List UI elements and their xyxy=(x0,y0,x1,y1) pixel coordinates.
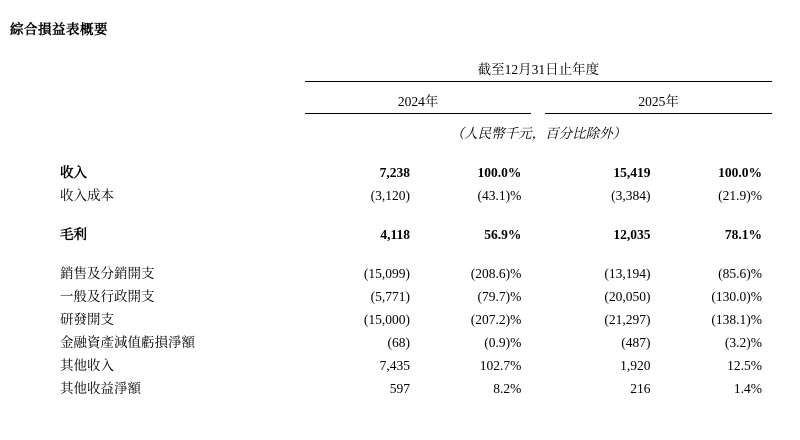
table-row xyxy=(10,282,772,305)
table-row xyxy=(10,158,772,181)
row-percent-2024: (0.9)% xyxy=(484,335,522,350)
header-year-2025: 2025年 xyxy=(545,82,772,114)
table-header-period-row xyxy=(10,52,772,82)
row-amount-2025: (13,194) xyxy=(604,266,651,281)
row-label: 金融資產減值虧損淨額 xyxy=(60,335,195,350)
page-title: 綜合損益表概要 xyxy=(10,22,108,37)
spacer-row-2 xyxy=(10,204,772,220)
table-row xyxy=(10,305,772,328)
header-gap-cell xyxy=(531,82,545,114)
row-amount-2025: (487) xyxy=(621,335,651,350)
row-percent-2025: 78.1% xyxy=(724,227,762,242)
row-amount-2025: (21,297) xyxy=(604,312,651,327)
row-percent-2025: 12.5% xyxy=(727,358,762,373)
row-percent-2024: (208.6)% xyxy=(470,266,522,281)
row-gap xyxy=(531,328,545,351)
row-gap xyxy=(531,351,545,374)
row-percent-2025: (85.6)% xyxy=(718,266,762,281)
row-gap xyxy=(531,259,545,282)
row-amount-2024: (15,099) xyxy=(363,266,410,281)
row-amount-2024: 4,118 xyxy=(380,227,410,242)
header-unit-note: （人民幣千元，百分比除外） xyxy=(450,126,627,141)
row-percent-2025: 1.4% xyxy=(733,381,762,396)
row-label: 研發開支 xyxy=(60,312,114,327)
row-label: 其他收益淨額 xyxy=(60,381,141,396)
table-row xyxy=(10,328,772,351)
row-percent-2024: 8.2% xyxy=(493,381,522,396)
row-gap xyxy=(531,181,545,204)
row-amount-2025: 12,035 xyxy=(613,227,651,242)
table-row xyxy=(10,181,772,204)
row-percent-2024: 102.7% xyxy=(479,358,522,373)
row-amount-2025: 216 xyxy=(630,381,651,396)
spacer-row-3 xyxy=(10,243,772,259)
table-row xyxy=(10,374,772,397)
row-percent-2024: (43.1)% xyxy=(477,188,522,203)
row-amount-2024: (5,771) xyxy=(370,289,410,304)
row-label: 收入 xyxy=(60,165,87,180)
row-amount-2024: 597 xyxy=(389,381,410,396)
row-percent-2024: 100.0% xyxy=(477,165,522,180)
row-percent-2024: (79.7)% xyxy=(477,289,522,304)
row-label: 其他收入 xyxy=(60,358,114,373)
row-label: 收入成本 xyxy=(60,188,114,203)
row-amount-2025: (3,384) xyxy=(611,188,651,203)
row-amount-2025: 15,419 xyxy=(613,165,651,180)
table-row xyxy=(10,351,772,374)
table-row xyxy=(10,259,772,282)
row-amount-2024: (15,000) xyxy=(363,312,410,327)
row-percent-2025: (130.0)% xyxy=(711,289,762,304)
table-row xyxy=(10,220,772,243)
header-period-label: 截至12月31日止年度 xyxy=(305,52,772,82)
row-gap xyxy=(531,374,545,397)
header-year-2024: 2024年 xyxy=(305,82,532,114)
row-amount-2024: (3,120) xyxy=(370,188,410,203)
row-percent-2025: (3.2)% xyxy=(724,335,762,350)
row-percent-2025: (138.1)% xyxy=(711,312,762,327)
row-label: 毛利 xyxy=(60,227,87,242)
row-amount-2024: (68) xyxy=(387,335,410,350)
row-amount-2024: 7,435 xyxy=(379,358,410,373)
spacer-row-1 xyxy=(10,142,772,158)
row-gap xyxy=(531,158,545,181)
row-label: 銷售及分銷開支 xyxy=(60,266,155,281)
financial-summary-table xyxy=(10,52,772,397)
header-spacer-cell xyxy=(10,52,305,82)
row-percent-2024: 56.9% xyxy=(484,227,522,242)
table-header-unit-row xyxy=(10,114,772,143)
row-label: 一般及行政開支 xyxy=(60,289,155,304)
row-amount-2025: 1,920 xyxy=(620,358,651,373)
row-gap xyxy=(531,220,545,243)
table-header-year-row xyxy=(10,82,772,114)
row-percent-2025: (21.9)% xyxy=(718,188,762,203)
row-amount-2024: 7,238 xyxy=(379,165,410,180)
row-gap xyxy=(531,305,545,328)
header-spacer-cell-2 xyxy=(10,82,305,114)
row-gap xyxy=(531,282,545,305)
row-percent-2024: (207.2)% xyxy=(470,312,522,327)
row-amount-2025: (20,050) xyxy=(604,289,651,304)
header-spacer-cell-3 xyxy=(10,114,305,143)
row-percent-2025: 100.0% xyxy=(718,165,762,180)
